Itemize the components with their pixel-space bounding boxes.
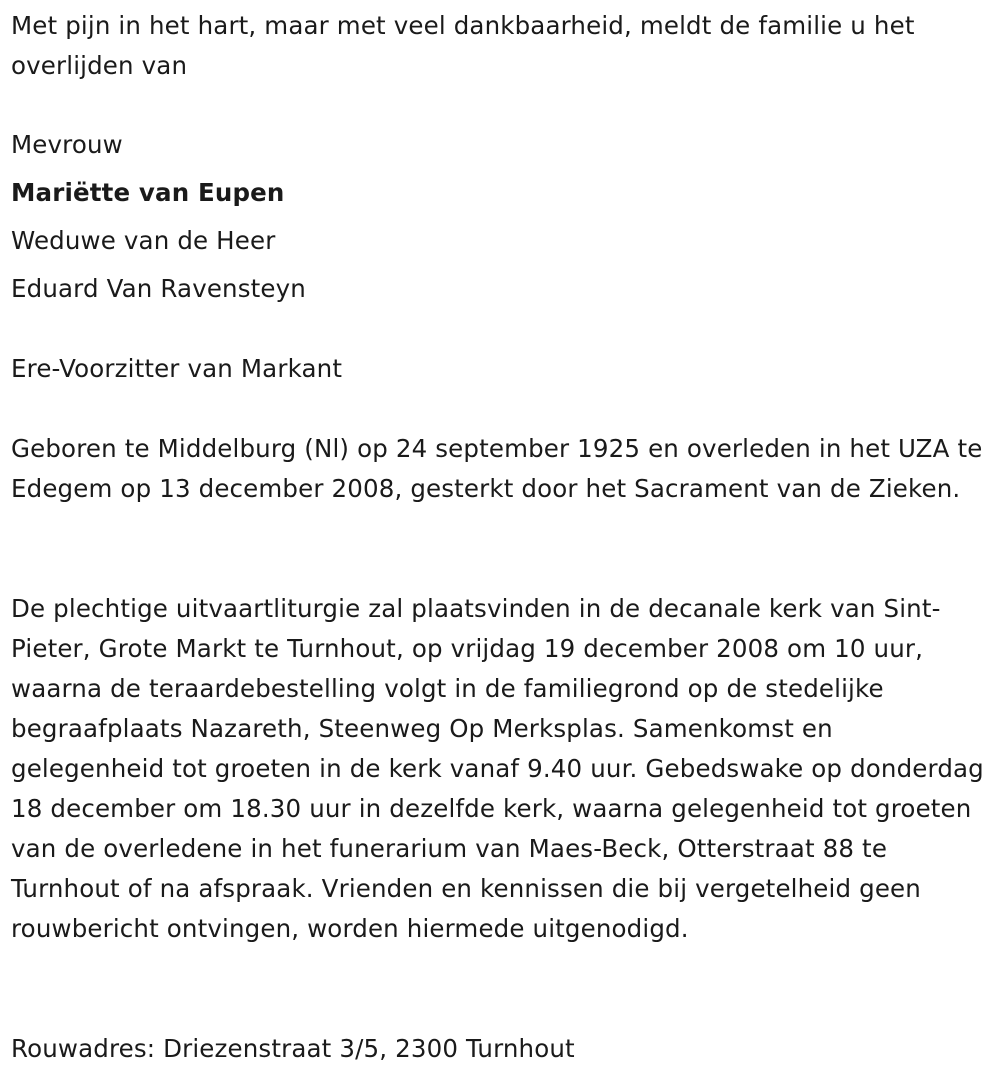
funeral-paragraph: De plechtige uitvaartliturgie zal plaatsvinden in de decanale kerk van Sint-Pieter, Grote Markt te Turnhout, op vrijdag 19 december 2008 om 10 uur, waarna de teraardebestelling volgt in de familiegrond op de stedelijke begraafplaats Nazareth, Steenweg Op Merksplas. Samenkomst en gelegenheid tot groeten in de kerk vanaf 9.40 uur. Gebedswake op donderdag 18 december om 18.30 uur in dezelfde kerk, waarna gelegenheid tot groeten van de overledene in het funerarium van Maes-Beck, Otterstraat 88 te Turnhout of na afspraak. Vrienden en kennissen die bij vergetelheid geen rouwbericht ontvingen, worden hiermede uitgenodigd. bbox=[11, 594, 984, 943]
birth-death-paragraph: Geboren te Middelburg (Nl) op 24 september 1925 en overleden in het UZA te Edegem op 13 december 2008, gesterkt door het Sacrament van de Zieken. bbox=[11, 434, 983, 503]
honorary-title: Ere-Voorzitter van Markant bbox=[11, 354, 343, 383]
intro-text: Met pijn in het hart, maar met veel dankbaarheid, meldt de familie u het overlijden van bbox=[11, 11, 915, 80]
deceased-name: Mariëtte van Eupen bbox=[11, 178, 285, 207]
widow-line-1: Weduwe van de Heer bbox=[11, 226, 276, 255]
widow-line-2: Eduard Van Ravensteyn bbox=[11, 274, 306, 303]
mourning-address: Rouwadres: Driezenstraat 3/5, 2300 Turnhout bbox=[11, 1034, 575, 1063]
salutation: Mevrouw bbox=[11, 130, 123, 159]
